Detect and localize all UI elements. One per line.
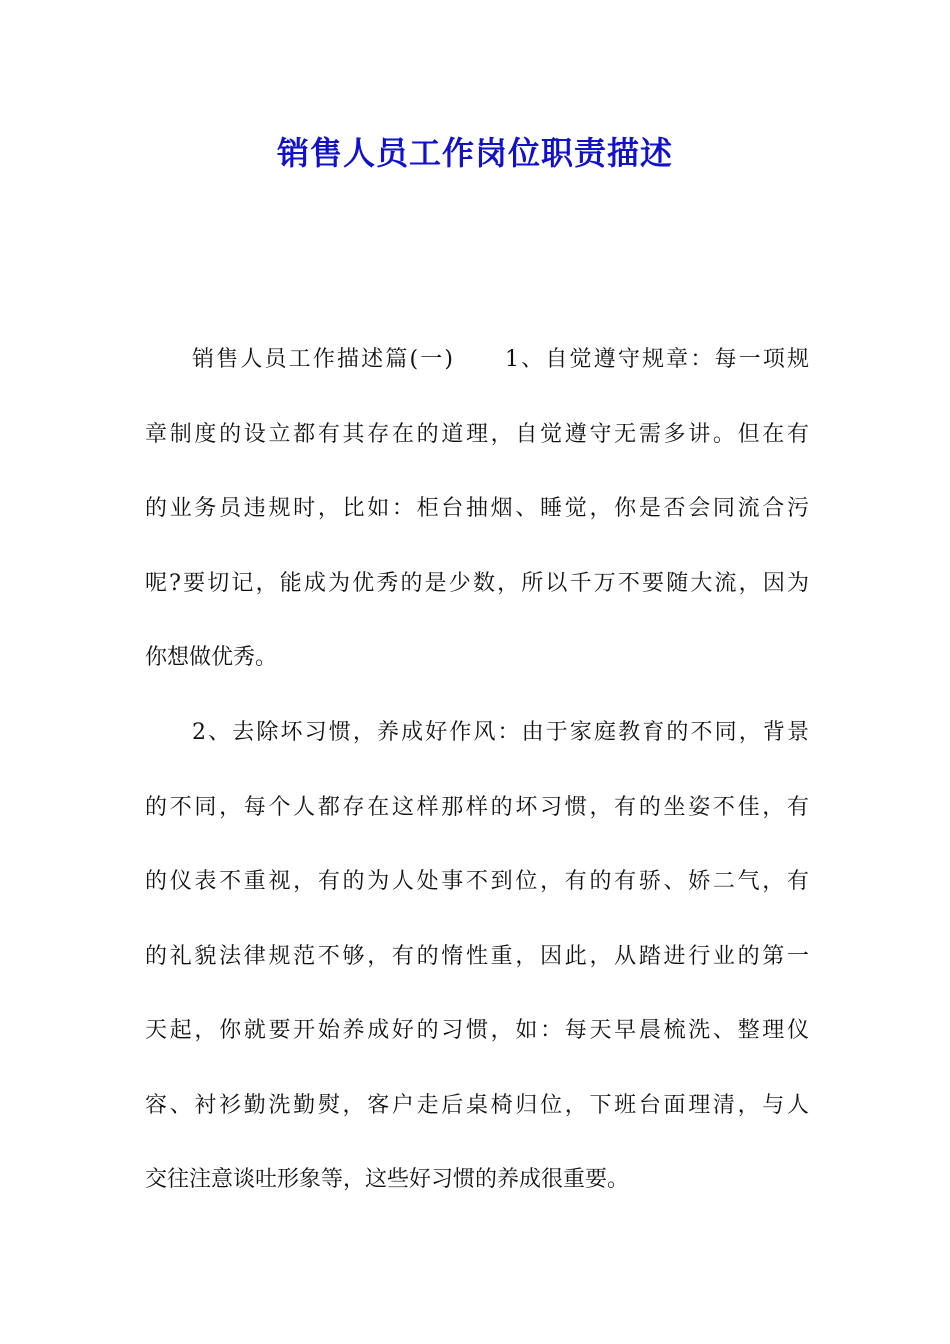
paragraph-1-line-5: 你想做优秀。 [145,645,278,670]
paragraph-2-line-1: 2、去除坏习惯，养成好作风：由于家庭教育的不同，背景 [192,720,809,745]
paragraph-1-line-2: 章制度的设立都有其存在的道理，自觉遵守无需多讲。但在有 [145,422,809,447]
paragraph-2-line-2: 的不同，每个人都存在这样那样的坏习惯，有的坐姿不佳，有 [145,795,809,820]
paragraph-2-line-5: 天起，你就要开始养成好的习惯，如：每天早晨梳洗、整理仪 [145,1018,809,1043]
paragraph-2-line-3: 的仪表不重视，有的为人处事不到位，有的有骄、娇二气，有 [145,869,809,894]
paragraph-2-line-7: 交往注意谈吐形象等，这些好习惯的养成很重要。 [145,1167,630,1192]
paragraph-1-line-1 [192,340,809,380]
document-title: 销售人员工作岗位职责描述 [276,134,673,172]
paragraph-2-line-6: 容、衬衫勤洗勤熨，客户走后桌椅归位，下班台面理清，与人 [145,1093,809,1118]
paragraph-text: 1、自觉遵守规章：每一项规 [505,347,809,372]
paragraph-1-line-3: 的业务员违规时，比如：柜台抽烟、睡觉，你是否会同流合污 [145,496,809,521]
section-heading: 销售人员工作描述篇(一) [192,347,453,372]
paragraph-2-line-4: 的礼貌法律规范不够，有的惰性重，因此，从踏进行业的第一 [145,944,809,969]
paragraph-1-line-4: 呢?要切记，能成为优秀的是少数，所以千万不要随大流，因为 [145,571,809,596]
